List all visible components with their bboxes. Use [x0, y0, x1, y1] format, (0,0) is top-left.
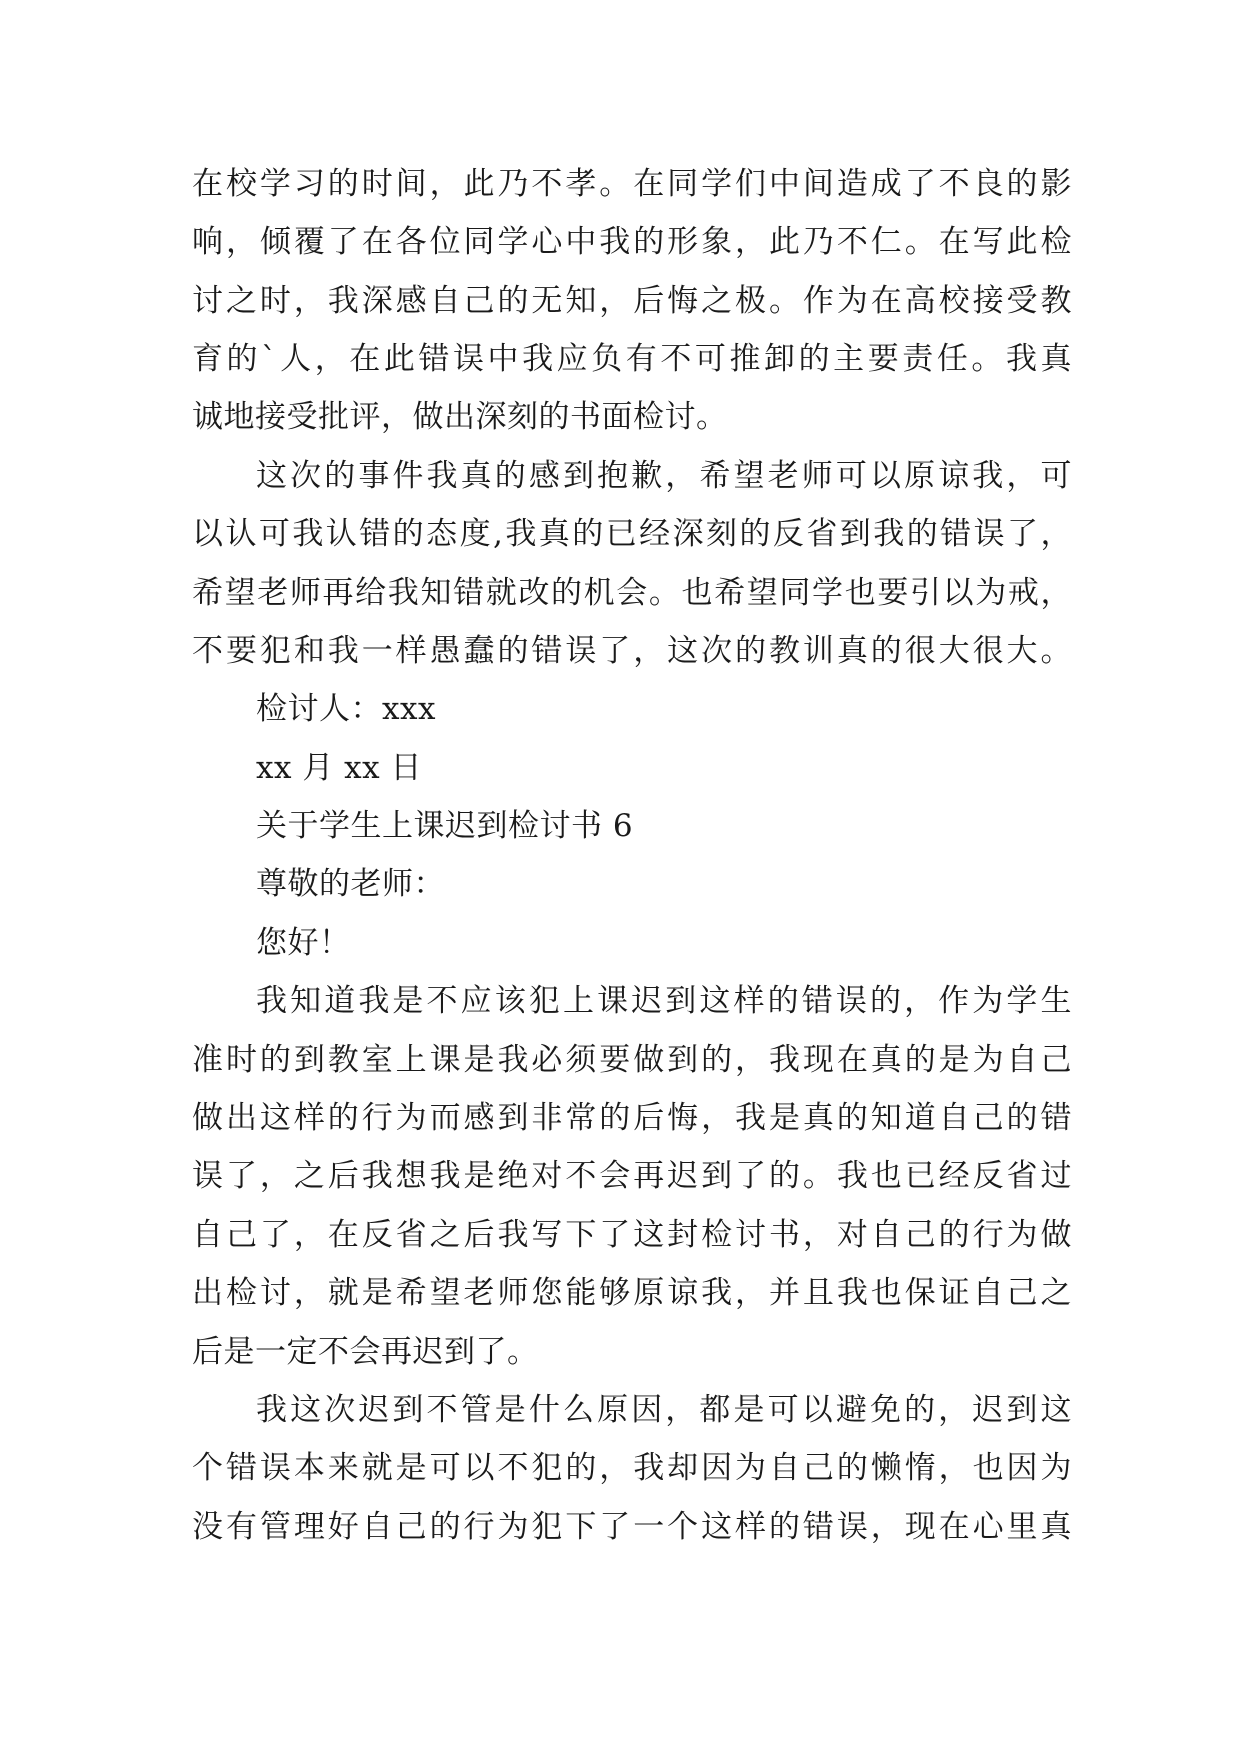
salutation-line: 尊敬的老师： — [256, 866, 445, 902]
body-text-line: 做出这样的行为而感到非常的后悔，我是真的知道自己的错 — [192, 1100, 1072, 1136]
body-text-line: 这次的事件我真的感到抱歉，希望老师可以原谅我，可 — [256, 458, 1072, 494]
body-text-line: 诚地接受批评，做出深刻的书面检讨。 — [192, 399, 728, 435]
body-text-line: 以认可我认错的态度,我真的已经深刻的反省到我的错误了， — [192, 516, 1072, 552]
section-title: 关于学生上课迟到检讨书 6 — [256, 808, 634, 844]
body-text-line: 我这次迟到不管是什么原因，都是可以避免的，迟到这 — [256, 1392, 1072, 1428]
body-text-line: 准时的到教室上课是我必须要做到的，我现在真的是为自己 — [192, 1042, 1072, 1078]
body-text-line: 育的`人，在此错误中我应负有不可推卸的主要责任。我真 — [192, 341, 1072, 377]
body-text-line: 出检讨，就是希望老师您能够原谅我，并且我也保证自己之 — [192, 1275, 1072, 1311]
date-line: xx 月 xx 日 — [256, 750, 422, 786]
body-text-line: 个错误本来就是可以不犯的，我却因为自己的懒惰，也因为 — [192, 1450, 1072, 1486]
body-text-line: 自己了，在反省之后我写下了这封检讨书，对自己的行为做 — [192, 1217, 1072, 1253]
body-text-line: 希望老师再给我知错就改的机会。也希望同学也要引以为戒， — [192, 575, 1072, 611]
body-text-line: 讨之时，我深感自己的无知，后悔之极。作为在高校接受教 — [192, 283, 1072, 319]
greeting-line: 您好！ — [256, 925, 351, 961]
signature-line: 检讨人：xxx — [256, 691, 436, 727]
body-text-line: 没有管理好自己的行为犯下了一个这样的错误，现在心里真 — [192, 1509, 1072, 1545]
body-text-line: 我知道我是不应该犯上课迟到这样的错误的，作为学生 — [256, 983, 1072, 1019]
body-text-line: 后是一定不会再迟到了。 — [192, 1334, 539, 1370]
body-text-line: 响，倾覆了在各位同学心中我的形象，此乃不仁。在写此检 — [192, 224, 1072, 260]
body-text-line: 不要犯和我一样愚蠢的错误了，这次的教训真的很大很大。 — [192, 633, 1072, 669]
body-text-line: 误了，之后我想我是绝对不会再迟到了的。我也已经反省过 — [192, 1158, 1072, 1194]
body-text-line: 在校学习的时间，此乃不孝。在同学们中间造成了不良的影 — [192, 166, 1072, 202]
